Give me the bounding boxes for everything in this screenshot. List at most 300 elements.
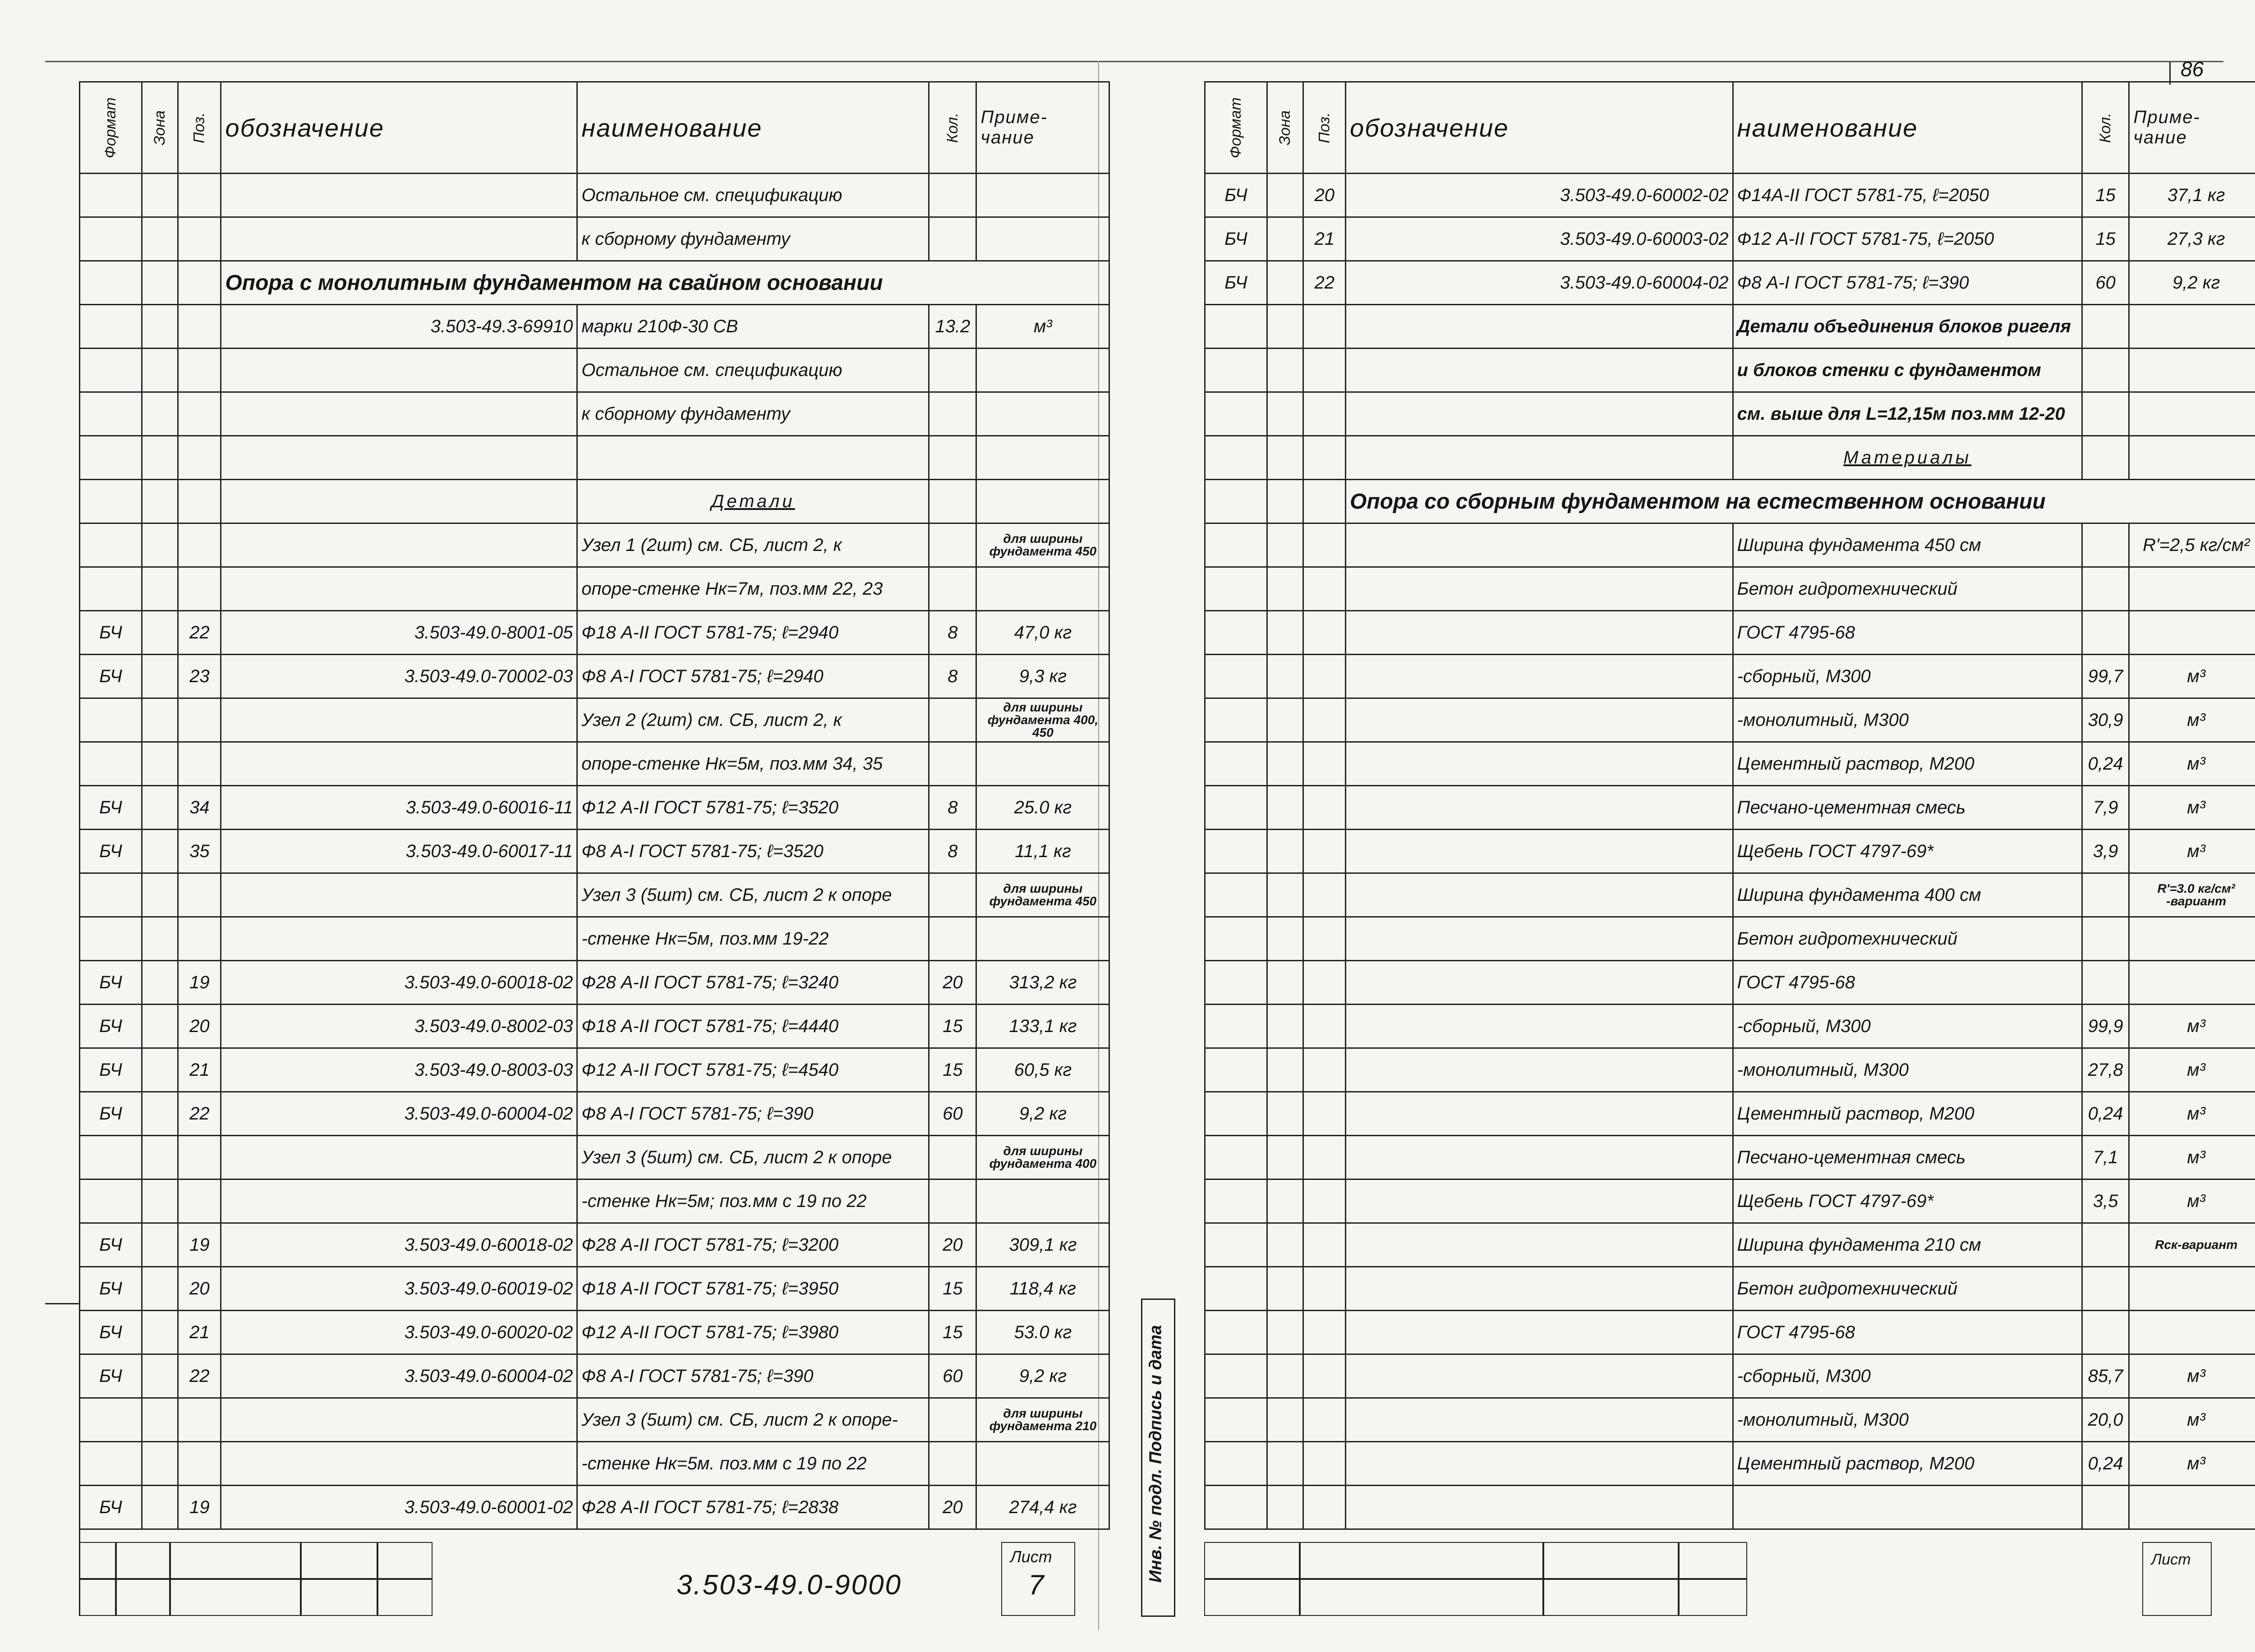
header-pos — [1303, 82, 1346, 174]
table-row — [1205, 567, 2255, 611]
cell-format — [80, 1179, 142, 1223]
table-row — [80, 830, 1109, 873]
cell-pos — [1303, 392, 1346, 436]
cell-note-text: 11,1 кг — [1015, 841, 1071, 861]
cell-pos — [1303, 436, 1346, 480]
cell-note-text: для ширины фундамента 450 — [989, 532, 1097, 558]
cell-note — [976, 1398, 1109, 1442]
cell-format — [80, 1398, 142, 1442]
signature-stamp-label: Инв. № подл. Подпись и дата — [1146, 1325, 1165, 1583]
cell-note-text: для ширины фундамента 450 — [989, 881, 1097, 908]
cell-name: Песчано-цементная смесь — [1733, 1136, 2082, 1179]
cell-note-text: 53.0 кг — [1014, 1322, 1072, 1342]
cell-pos: 23 — [178, 655, 221, 698]
cell-name: -монолитный, М300 — [1733, 1398, 2082, 1442]
table-row — [1205, 174, 2255, 217]
cell-zone — [142, 392, 178, 436]
cell-name: Ф28 А-II ГОСТ 5781-75; ℓ=2838 — [577, 1486, 929, 1529]
cell-designation — [1346, 1442, 1733, 1486]
cell-note — [976, 1311, 1109, 1354]
cell-zone — [142, 436, 178, 480]
cell-qty — [2082, 567, 2129, 611]
cell-format: БЧ — [80, 786, 142, 830]
table-row — [1205, 698, 2255, 742]
cell-note-text: м³ — [2187, 1409, 2206, 1430]
cell-designation — [221, 349, 577, 392]
cell-zone — [142, 1048, 178, 1092]
table-row — [80, 698, 1109, 742]
cell-qty: 20 — [929, 1486, 976, 1529]
header-name: наименование — [1733, 82, 2082, 174]
table-row — [80, 1354, 1109, 1398]
cell-name: Ф12 А-II ГОСТ 5781-75; ℓ=3520 — [577, 786, 929, 830]
cell-note — [2129, 305, 2255, 349]
cell-note — [2129, 436, 2255, 480]
cell-designation — [1346, 1354, 1733, 1398]
cell-format: БЧ — [80, 611, 142, 655]
cell-format: БЧ — [80, 961, 142, 1005]
cell-pos — [1303, 961, 1346, 1005]
cell-note-text: м³ — [2187, 1060, 2206, 1080]
table-row — [80, 1267, 1109, 1311]
cell-name — [1733, 1486, 2082, 1529]
cell-pos: 19 — [178, 961, 221, 1005]
cell-pos — [1303, 1179, 1346, 1223]
cell-format — [80, 480, 142, 523]
table-row — [80, 786, 1109, 830]
cell-qty: 8 — [929, 655, 976, 698]
cell-qty: 85,7 — [2082, 1354, 2129, 1398]
cell-note — [976, 480, 1109, 523]
cell-designation — [221, 1398, 577, 1442]
cell-qty: 8 — [929, 786, 976, 830]
cell-note — [2129, 961, 2255, 1005]
cell-qty — [929, 217, 976, 261]
cell-format — [80, 261, 142, 305]
cell-zone — [1267, 436, 1303, 480]
table-row — [80, 174, 1109, 217]
table-row — [1205, 742, 2255, 786]
cell-format — [80, 567, 142, 611]
cell-pos — [1303, 1223, 1346, 1267]
cell-qty — [929, 480, 976, 523]
header-zone — [142, 82, 178, 174]
header-note: Приме- чание — [2129, 82, 2255, 174]
table-row — [1205, 1005, 2255, 1048]
cell-qty: 60 — [929, 1354, 976, 1398]
cell-note — [976, 830, 1109, 873]
table-row — [1205, 1398, 2255, 1442]
cell-zone — [142, 1354, 178, 1398]
cell-designation — [221, 742, 577, 786]
cell-pos — [1303, 1354, 1346, 1398]
cell-format — [80, 742, 142, 786]
table-row — [80, 349, 1109, 392]
cell-designation: 3.503-49.0-60001-02 — [221, 1486, 577, 1529]
cell-designation: 3.503-49.3-69910 — [221, 305, 577, 349]
cell-format — [80, 174, 142, 217]
cell-pos — [178, 523, 221, 567]
cell-qty: 0,24 — [2082, 742, 2129, 786]
table-row — [80, 873, 1109, 917]
table-row — [80, 1486, 1109, 1529]
cell-pos — [1303, 786, 1346, 830]
cell-qty — [929, 698, 976, 742]
cell-qty: 60 — [929, 1092, 976, 1136]
table-row — [1205, 917, 2255, 961]
cell-note — [976, 305, 1109, 349]
cell-name: Ф12 А-II ГОСТ 5781-75; ℓ=4540 — [577, 1048, 929, 1092]
cell-zone — [142, 1005, 178, 1048]
cell-designation — [221, 1442, 577, 1486]
cell-note-text: 37,1 кг — [2167, 185, 2225, 205]
cell-designation — [1346, 305, 1733, 349]
cell-designation: 3.503-49.0-60004-02 — [221, 1092, 577, 1136]
cell-name: ГОСТ 4795-68 — [1733, 961, 2082, 1005]
cell-format — [1205, 1267, 1267, 1311]
table-row — [80, 261, 1109, 305]
cell-format — [1205, 1092, 1267, 1136]
table-row — [80, 392, 1109, 436]
table-row — [80, 961, 1109, 1005]
cell-note-text: 60,5 кг — [1014, 1060, 1072, 1080]
table-row — [80, 917, 1109, 961]
cell-note-text: м³ — [2187, 1191, 2206, 1211]
cell-designation: 3.503-49.0-60016-11 — [221, 786, 577, 830]
cell-pos — [178, 1136, 221, 1179]
cell-pos: 34 — [178, 786, 221, 830]
cell-designation — [1346, 1223, 1733, 1267]
header-qty — [2082, 82, 2129, 174]
cell-qty: 15 — [929, 1048, 976, 1092]
cell-pos — [1303, 480, 1346, 523]
cell-pos — [1303, 523, 1346, 567]
cell-pos — [178, 349, 221, 392]
table-row — [1205, 305, 2255, 349]
cell-qty: 27,8 — [2082, 1048, 2129, 1092]
cell-note — [976, 567, 1109, 611]
cell-format — [1205, 786, 1267, 830]
signature-stamp — [1141, 1299, 1175, 1617]
cell-zone — [142, 917, 178, 961]
cell-format: БЧ — [80, 1223, 142, 1267]
cell-pos — [178, 217, 221, 261]
cell-zone — [1267, 1136, 1303, 1179]
cell-note — [2129, 567, 2255, 611]
cell-note — [976, 392, 1109, 436]
cell-format — [1205, 392, 1267, 436]
cell-format — [80, 392, 142, 436]
cell-designation — [1346, 611, 1733, 655]
cell-note-text: 9,2 кг — [1019, 1103, 1067, 1124]
cell-qty: 30,9 — [2082, 698, 2129, 742]
table-row — [80, 1223, 1109, 1267]
cell-qty — [2082, 611, 2129, 655]
cell-qty: 8 — [929, 611, 976, 655]
cell-zone — [142, 1486, 178, 1529]
table-row — [1205, 1267, 2255, 1311]
cell-zone — [1267, 873, 1303, 917]
cell-name: Бетон гидротехнический — [1733, 567, 2082, 611]
cell-name: Узел 3 (5шт) см. СБ, лист 2 к опоре — [577, 873, 929, 917]
cell-designation — [221, 217, 577, 261]
cell-note — [976, 655, 1109, 698]
cell-name — [577, 436, 929, 480]
cell-name: -монолитный, М300 — [1733, 698, 2082, 742]
header-format — [80, 82, 142, 174]
cell-qty: 15 — [929, 1311, 976, 1354]
cell-designation: 3.503-49.0-60002-02 — [1346, 174, 1733, 217]
cell-pos — [1303, 1398, 1346, 1442]
cell-zone — [142, 830, 178, 873]
cell-name: Узел 3 (5шт) см. СБ, лист 2 к опоре- — [577, 1398, 929, 1442]
cell-designation — [221, 917, 577, 961]
cell-pos — [178, 1442, 221, 1486]
cell-format: БЧ — [80, 1311, 142, 1354]
table-row — [80, 305, 1109, 349]
cell-format: БЧ — [80, 1048, 142, 1092]
cell-pos — [178, 392, 221, 436]
cell-pos — [1303, 305, 1346, 349]
cell-qty — [929, 523, 976, 567]
header-name: наименование — [577, 82, 929, 174]
cell-qty — [2082, 436, 2129, 480]
cell-pos: 19 — [178, 1486, 221, 1529]
cell-format — [1205, 1005, 1267, 1048]
cell-designation — [221, 567, 577, 611]
header-qty-label: Кол. — [2097, 112, 2114, 143]
table-row — [1205, 611, 2255, 655]
cell-note-text: м³ — [2187, 1147, 2206, 1167]
cell-note — [2129, 217, 2255, 261]
cell-qty: 3,9 — [2082, 830, 2129, 873]
cell-format — [1205, 830, 1267, 873]
cell-zone — [142, 523, 178, 567]
cell-name: Ширина фундамента 450 см — [1733, 523, 2082, 567]
table-row — [80, 1311, 1109, 1354]
cell-format — [1205, 1442, 1267, 1486]
cell-format — [1205, 655, 1267, 698]
cell-qty — [2082, 392, 2129, 436]
cell-name: Детали объединения блоков ригеля — [1733, 305, 2082, 349]
cell-designation — [221, 698, 577, 742]
cell-name: Бетон гидротехнический — [1733, 1267, 2082, 1311]
cell-designation — [1346, 436, 1733, 480]
table-row — [80, 217, 1109, 261]
cell-note — [976, 1005, 1109, 1048]
cell-format — [80, 349, 142, 392]
cell-name: Бетон гидротехнический — [1733, 917, 2082, 961]
table-row — [1205, 436, 2255, 480]
cell-qty — [929, 436, 976, 480]
cell-note-text: м³ — [2187, 1453, 2206, 1473]
cell-format — [1205, 567, 1267, 611]
cell-format: БЧ — [80, 1005, 142, 1048]
cell-format — [80, 523, 142, 567]
cell-zone — [142, 1223, 178, 1267]
cell-designation — [1346, 830, 1733, 873]
cell-note-text: 47,0 кг — [1014, 622, 1072, 642]
header-zone-label: Зона — [151, 110, 169, 145]
cell-note — [976, 436, 1109, 480]
cell-name: Цементный раствор, М200 — [1733, 742, 2082, 786]
cell-zone — [1267, 1223, 1303, 1267]
cell-note-text: 274,4 кг — [1009, 1497, 1077, 1517]
cell-format — [1205, 1048, 1267, 1092]
cell-pos: 19 — [178, 1223, 221, 1267]
cell-format — [1205, 742, 1267, 786]
cell-format — [80, 1136, 142, 1179]
cell-name: Щебень ГОСТ 4797-69* — [1733, 1179, 2082, 1223]
cell-qty: 15 — [929, 1267, 976, 1311]
cell-name: см. выше для L=12,15м поз.мм 12-20 — [1733, 392, 2082, 436]
table-row — [1205, 1136, 2255, 1179]
cell-note — [976, 611, 1109, 655]
cell-designation: 3.503-49.0-8003-03 — [221, 1048, 577, 1092]
cell-qty: 13.2 — [929, 305, 976, 349]
cell-format — [1205, 1179, 1267, 1223]
cell-designation — [1346, 1136, 1733, 1179]
cell-note-text: Rск-вариант — [2155, 1238, 2238, 1252]
cell-pos — [1303, 917, 1346, 961]
cell-note — [2129, 1005, 2255, 1048]
cell-note — [2129, 1486, 2255, 1529]
cell-note — [2129, 786, 2255, 830]
cell-pos — [178, 261, 221, 305]
table-row — [80, 742, 1109, 786]
cell-note-text: для ширины фундамента 400, 450 — [987, 700, 1099, 739]
cell-note — [2129, 261, 2255, 305]
section-heading: Материалы — [1733, 436, 2082, 480]
cell-zone — [1267, 698, 1303, 742]
cell-designation — [1346, 567, 1733, 611]
cell-note-text: 9,2 кг — [2172, 272, 2220, 293]
table-row — [80, 1442, 1109, 1486]
cell-zone — [1267, 217, 1303, 261]
table-row — [80, 1136, 1109, 1179]
cell-qty: 8 — [929, 830, 976, 873]
cell-note-text: 133,1 кг — [1009, 1016, 1077, 1036]
cell-pos — [178, 1398, 221, 1442]
cell-zone — [1267, 1398, 1303, 1442]
cell-format: БЧ — [80, 1092, 142, 1136]
cell-note — [976, 873, 1109, 917]
cell-note — [976, 1354, 1109, 1398]
cell-zone — [142, 305, 178, 349]
cell-note — [2129, 698, 2255, 742]
cell-format — [1205, 1486, 1267, 1529]
cell-note-text: м³ — [2187, 666, 2206, 686]
cell-qty — [929, 392, 976, 436]
cell-note-text: м³ — [2187, 1366, 2206, 1386]
cell-note — [2129, 611, 2255, 655]
cell-qty — [929, 1398, 976, 1442]
cell-qty — [2082, 873, 2129, 917]
cell-format — [1205, 480, 1267, 523]
cell-name: Ширина фундамента 210 см — [1733, 1223, 2082, 1267]
cell-designation: 3.503-49.0-60017-11 — [221, 830, 577, 873]
left-margin-stamp — [45, 1303, 80, 1615]
cell-note — [2129, 1442, 2255, 1486]
table-row — [80, 1092, 1109, 1136]
cell-zone — [1267, 1048, 1303, 1092]
cell-note — [2129, 1179, 2255, 1223]
cell-qty — [2082, 1223, 2129, 1267]
cell-designation — [1346, 655, 1733, 698]
cell-format — [1205, 523, 1267, 567]
cell-designation — [221, 480, 577, 523]
cell-name: Цементный раствор, М200 — [1733, 1092, 2082, 1136]
cell-note — [976, 174, 1109, 217]
cell-zone — [1267, 917, 1303, 961]
cell-note-text: R'=2,5 кг/см² — [2143, 535, 2250, 555]
cell-name: -сборный, М300 — [1733, 655, 2082, 698]
cell-note — [976, 1136, 1109, 1179]
cell-designation: 3.503-49.0-60018-02 — [221, 961, 577, 1005]
table-row — [1205, 261, 2255, 305]
left-title-block — [79, 1542, 1073, 1614]
cell-format — [1205, 349, 1267, 392]
cell-format — [1205, 1311, 1267, 1354]
cell-format — [80, 436, 142, 480]
cell-note-text: м³ — [1034, 316, 1052, 336]
cell-format — [1205, 1398, 1267, 1442]
cell-zone — [1267, 1442, 1303, 1486]
cell-qty: 99,7 — [2082, 655, 2129, 698]
sheet-number: 7 — [1028, 1569, 1044, 1601]
cell-note-text: м³ — [2187, 841, 2206, 861]
cell-designation — [221, 873, 577, 917]
table-row — [1205, 873, 2255, 917]
cell-name: Ф8 А-I ГОСТ 5781-75; ℓ=390 — [577, 1092, 929, 1136]
right-title-block — [1204, 1542, 2210, 1614]
table-row — [80, 1179, 1109, 1223]
cell-designation — [1346, 917, 1733, 961]
cell-qty — [2082, 305, 2129, 349]
cell-pos: 20 — [1303, 174, 1346, 217]
table-row — [1205, 349, 2255, 392]
cell-note — [2129, 742, 2255, 786]
cell-pos: 20 — [178, 1267, 221, 1311]
cell-note-text: R'=3.0 кг/см² -вариант — [2157, 881, 2235, 908]
cell-qty: 20 — [929, 1223, 976, 1267]
cell-note — [976, 1486, 1109, 1529]
cell-zone — [142, 1311, 178, 1354]
cell-zone — [1267, 567, 1303, 611]
cell-zone — [1267, 174, 1303, 217]
cell-pos — [178, 305, 221, 349]
cell-qty: 15 — [2082, 217, 2129, 261]
cell-note — [976, 742, 1109, 786]
cell-qty: 15 — [2082, 174, 2129, 217]
cell-designation — [1346, 873, 1733, 917]
table-row — [1205, 392, 2255, 436]
cell-zone — [1267, 1486, 1303, 1529]
cell-note — [2129, 523, 2255, 567]
header-zone — [1267, 82, 1303, 174]
cell-designation: 3.503-49.0-60004-02 — [1346, 261, 1733, 305]
cell-format: БЧ — [80, 1267, 142, 1311]
cell-designation — [1346, 1267, 1733, 1311]
table-row — [1205, 830, 2255, 873]
top-rule — [45, 61, 2223, 62]
cell-qty — [929, 742, 976, 786]
header-zone-label: Зона — [1276, 110, 1294, 145]
cell-format: БЧ — [1205, 217, 1267, 261]
cell-note — [976, 698, 1109, 742]
cell-name: Узел 2 (2шт) см. СБ, лист 2, к — [577, 698, 929, 742]
cell-pos — [178, 1179, 221, 1223]
